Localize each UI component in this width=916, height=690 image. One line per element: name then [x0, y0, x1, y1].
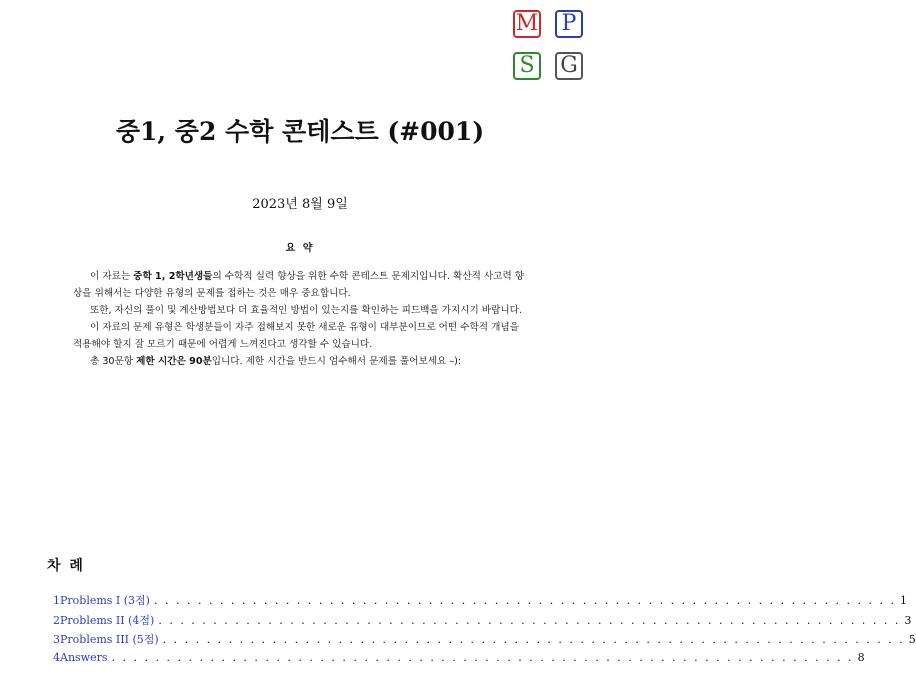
- mpsg-logo: [511, 8, 587, 84]
- toc-entry-page: 5: [908, 633, 916, 646]
- document-title: 중1, 중2 수학 콘테스트 (#001): [115, 117, 485, 146]
- logo-letter-g: G: [555, 52, 583, 80]
- toc-entry-number: 3: [53, 633, 60, 646]
- toc-dot-leader: . . . . . . . . . . . . . . . . . . . . . . . . . . . . . . . . . . . . . . . . . . . . . . . . . . . . . . . . . . . . . . . . . . . .: [153, 594, 897, 607]
- abstract-p1-text-end: 의 수학적 실력 향상을 위한 수학 콘테스트 문제지입니다. 확산적 사고력 향상을 위해서는 다양한 유형의 문제를 접하는 것은 매우 중요합니다.: [73, 271, 525, 299]
- toc-entry-problems-3[interactable]: [53, 631, 916, 651]
- abstract-paragraph-4: [73, 353, 528, 370]
- toc-entry-number: 1: [53, 594, 60, 607]
- toc-entry-number: 4: [53, 650, 60, 664]
- toc-entry-problems-1[interactable]: [53, 592, 908, 612]
- table-of-contents: [53, 592, 916, 670]
- toc-dot-leader: . . . . . . . . . . . . . . . . . . . . . . . . . . . . . . . . . . . . . . . . . . . . . . . . . . . . . . . . . . . . . . . . . . . .: [162, 633, 905, 646]
- abstract-paragraph-1: [73, 268, 528, 302]
- toc-entry-answers[interactable]: [53, 650, 865, 671]
- abstract-paragraph-3: 이 자료의 문제 유형은 학생분들이 자주 접해보지 못한 새로운 유형이 대부분이므로 어떤 수학적 개념을 적용해야 할지 잘 모르기 때문에 어렵게 느껴진다고 생각할 수 있습니다.: [73, 322, 519, 350]
- toc-entry-link[interactable]: Problems I (3점): [60, 594, 150, 607]
- toc-entry-problems-2[interactable]: [53, 612, 912, 632]
- logo-letter-p: P: [555, 10, 583, 38]
- abstract-p4-text: 총 30문항: [90, 356, 137, 367]
- toc-heading: 차 례: [47, 558, 85, 574]
- abstract-p4-emphasis: 제한 시간은 90분: [136, 356, 212, 367]
- abstract-paragraph-2: 또한, 자신의 풀이 및 계산방법보다 더 효율적인 방법이 있는지를 확인하는 피드백을 가지시기 바랍니다.: [90, 305, 522, 316]
- abstract-heading: 요 약: [285, 243, 315, 254]
- abstract-p4-text-end: 입니다. 제한 시간을 반드시 엄수해서 문제를 풀어보세요 –):: [211, 356, 462, 367]
- toc-entry-link[interactable]: Answers: [60, 650, 108, 664]
- toc-entry-page: 3: [904, 613, 912, 627]
- document-date: 2023년 8월 9일: [252, 197, 348, 212]
- abstract-p1-text: 이 자료는: [90, 271, 134, 282]
- toc-entry-number: 2: [53, 613, 60, 627]
- toc-entry-link[interactable]: Problems II (4점): [60, 613, 155, 627]
- logo-letter-s: S: [513, 52, 541, 80]
- toc-dot-leader: . . . . . . . . . . . . . . . . . . . . . . . . . . . . . . . . . . . . . . . . . . . . . . . . . . . . . . . . . . . . . . . . . . . .: [111, 650, 854, 664]
- toc-entry-link[interactable]: Problems III (5점): [60, 633, 159, 646]
- abstract-body: [73, 268, 528, 370]
- toc-entry-page: 1: [900, 594, 908, 607]
- abstract-p1-emphasis: 중학 1, 2학년생들: [133, 271, 213, 282]
- toc-dot-leader: . . . . . . . . . . . . . . . . . . . . . . . . . . . . . . . . . . . . . . . . . . . . . . . . . . . . . . . . . . . . . . . . . . . .: [158, 613, 901, 627]
- logo-letter-m: M: [513, 10, 541, 38]
- toc-entry-page: 8: [857, 650, 865, 664]
